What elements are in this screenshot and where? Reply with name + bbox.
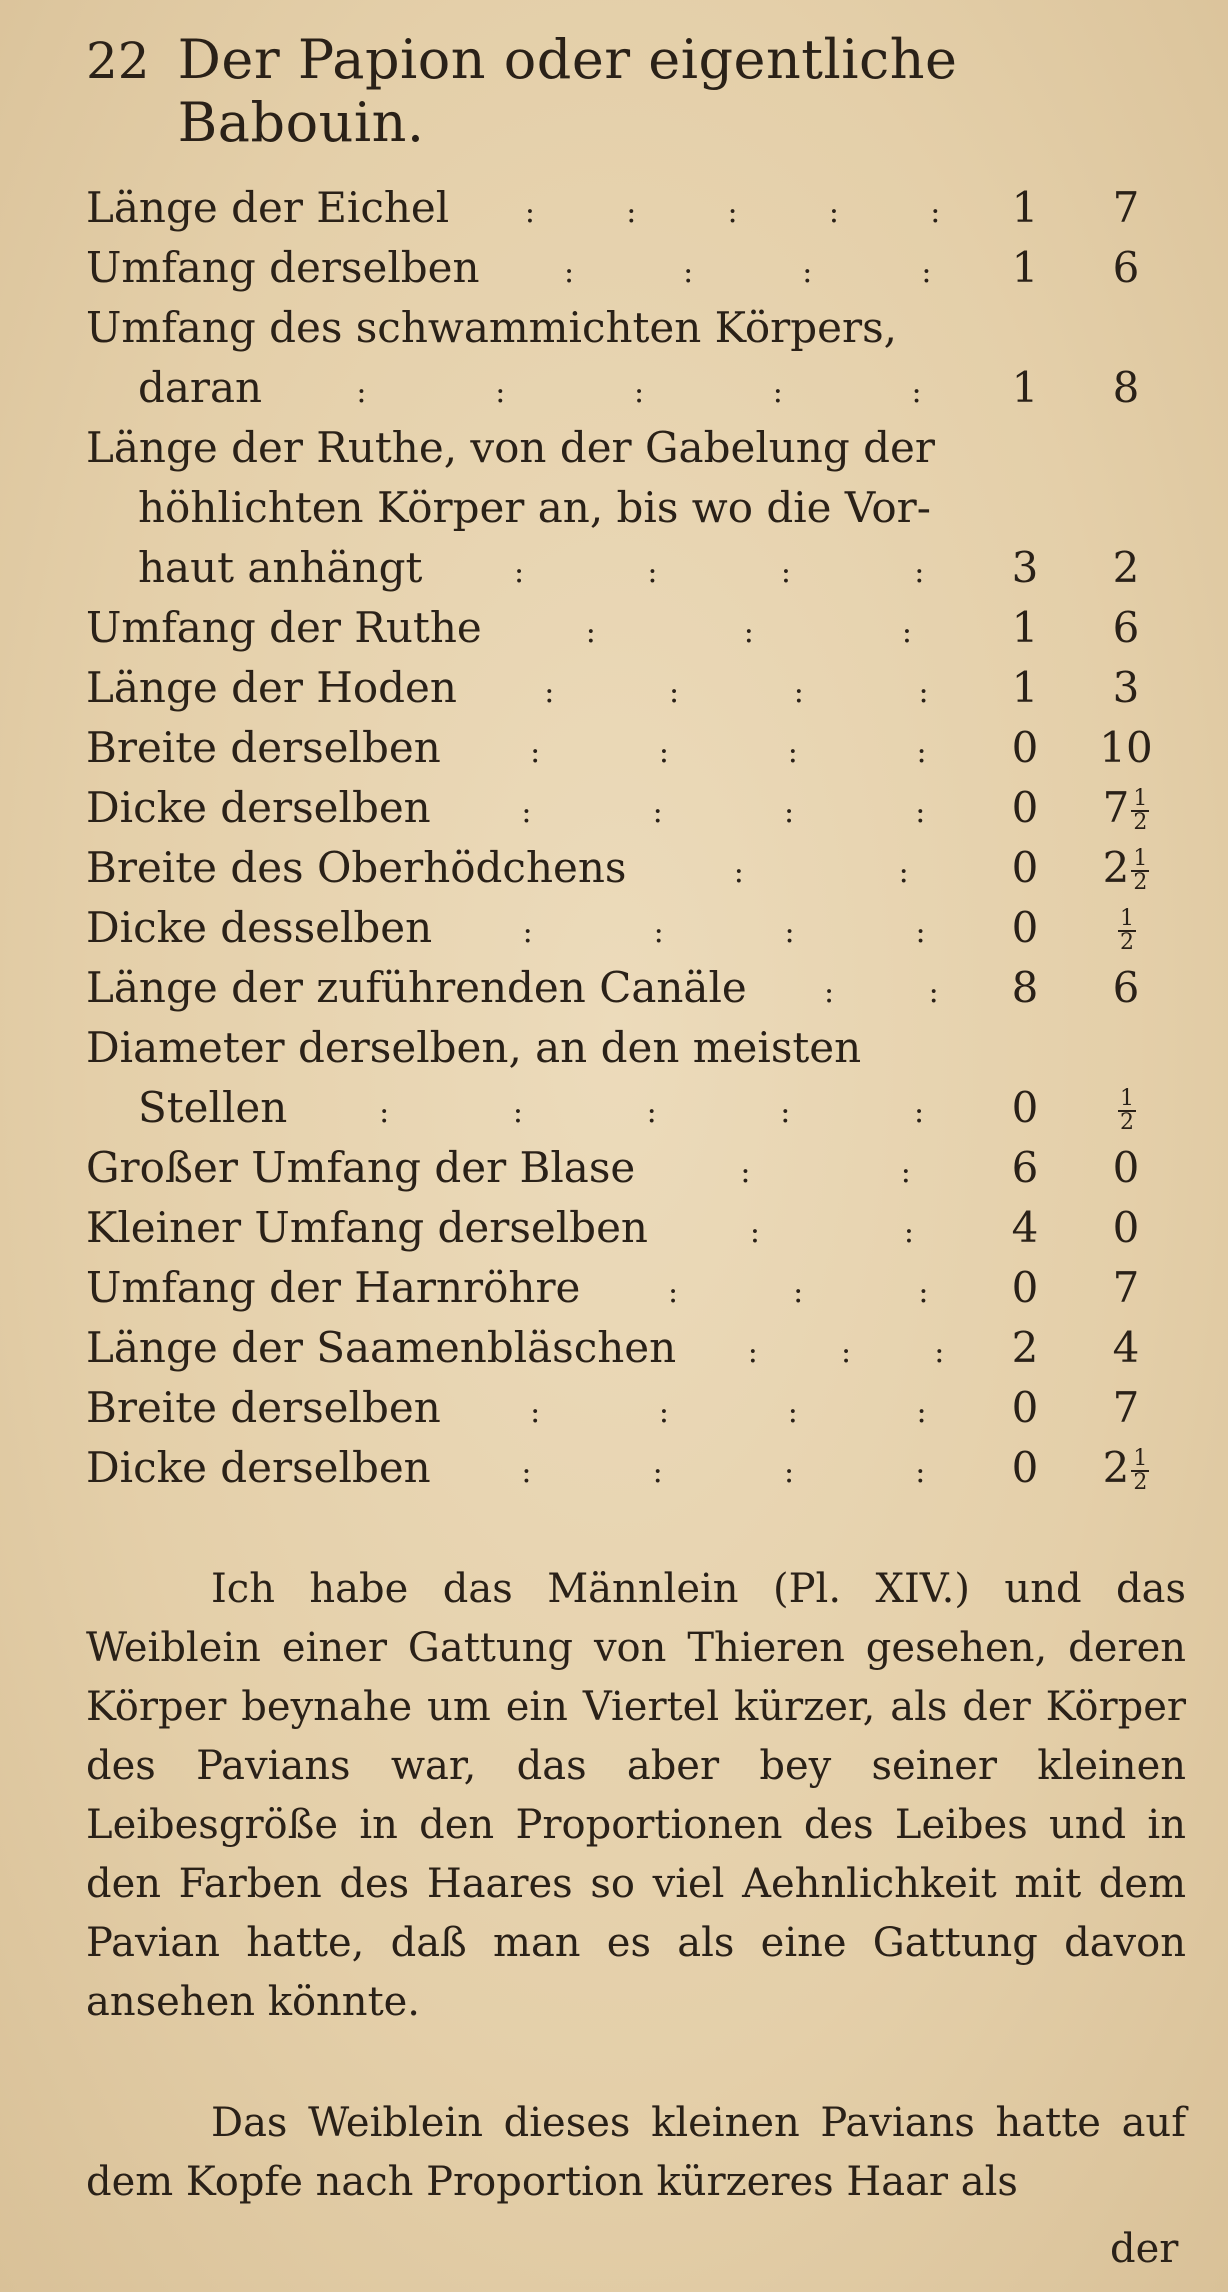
measurement-row (86, 1138, 1188, 1198)
value-col-1: 8 (1011, 963, 1039, 1012)
measurement-row (86, 658, 1188, 718)
ditto-mark: : (733, 855, 744, 890)
fraction-denominator: 2 (1120, 930, 1134, 955)
measurement-row (86, 1318, 1188, 1378)
fraction (1118, 1088, 1136, 1134)
value-col-1: 0 (1011, 1443, 1039, 1492)
ditto-mark: : (747, 1335, 758, 1370)
measurement-row (86, 418, 1188, 478)
measurement-label: Breite derselben (86, 723, 441, 772)
ditto-mark: : (802, 255, 813, 290)
fraction-numerator: 1 (1133, 786, 1148, 811)
value-col-1: 0 (1011, 903, 1039, 952)
fraction-denominator: 2 (1120, 1110, 1134, 1135)
ditto-marks (635, 1143, 986, 1203)
measurement-table (86, 178, 1188, 1498)
ditto-mark: : (793, 1275, 804, 1310)
ditto-mark: : (928, 975, 939, 1010)
paragraph-2 (86, 2094, 1186, 2212)
ditto-mark: : (652, 1455, 663, 1490)
running-title: Der Papion oder eigentliche Babouin. (177, 28, 958, 154)
measurement-label: Länge der Hoden (86, 663, 457, 712)
ditto-mark: : (653, 915, 664, 950)
value-col-2 (1064, 658, 1188, 718)
measurement-label: haut anhängt (138, 543, 423, 592)
value-whole: 2 (1102, 843, 1130, 892)
value-col-2 (1064, 778, 1188, 838)
measurement-label: Dicke derselben (86, 783, 431, 832)
measurement-row (86, 1378, 1188, 1438)
value-col-2 (1064, 838, 1188, 898)
ditto-mark: : (530, 735, 541, 770)
ditto-mark: : (915, 915, 926, 950)
ditto-mark: : (916, 1395, 927, 1430)
ditto-mark: : (930, 195, 941, 230)
ditto-mark: : (379, 1095, 390, 1130)
value-col-1: 3 (1011, 543, 1039, 592)
ditto-mark: : (564, 255, 575, 290)
value-col-2 (1064, 1378, 1188, 1438)
ditto-mark: : (658, 1395, 670, 1430)
value-col-1: 1 (1011, 183, 1039, 232)
ditto-mark: : (898, 855, 909, 890)
ditto-mark: : (524, 195, 535, 230)
measurement-row (86, 1258, 1188, 1318)
measurement-row (86, 1018, 1188, 1078)
ditto-mark: : (824, 975, 835, 1010)
measurement-label: Stellen (138, 1083, 288, 1132)
ditto-mark: : (787, 735, 798, 770)
value-col-1: 0 (1011, 1263, 1039, 1312)
paragraph-2-text: Das Weiblein dieses kleinen Pavians hatte auf dem Kopfe nach Proportion kürzeres Haar als (86, 2100, 1186, 2205)
measurement-label: Länge der Ruthe, von der Gabelung der (86, 423, 935, 472)
paragraph-1-text: Ich habe das Männlein (Pl. XIV.) und das Weiblein einer Gattung von Thieren gesehen, deren Körper beynahe um ein Viertel kürzer, als der Körper des Pavians war, das aber bey seiner kleinen Leibesgröße in den Proportionen des Leibes und in den Farben des Haares so viel Aehnlichkeit mit dem Pavian hatte, daß man es als eine Gattung davon ansehen könnte. (86, 1566, 1186, 2025)
measurement-label: Breite derselben (86, 1383, 441, 1432)
ditto-marks (422, 543, 986, 603)
ditto-mark: : (934, 1335, 945, 1370)
fraction-numerator: 1 (1120, 1086, 1134, 1111)
measurement-label: höhlichten Körper an, bis wo die Vor- (138, 483, 931, 532)
ditto-mark: : (652, 795, 663, 830)
value-col-1: 1 (1011, 663, 1039, 712)
ditto-mark: : (514, 555, 525, 590)
measurement-row (86, 1078, 1188, 1138)
ditto-mark: : (918, 1275, 929, 1310)
ditto-mark: : (903, 1215, 915, 1250)
measurement-label: Dicke desselben (86, 903, 433, 952)
value-col-2 (1064, 718, 1188, 778)
ditto-marks (482, 603, 986, 663)
value-col-2 (1064, 1198, 1188, 1258)
value-col-1: 0 (1011, 783, 1039, 832)
ditto-mark: : (667, 1275, 679, 1310)
ditto-mark: : (521, 1455, 532, 1490)
ditto-mark: : (828, 195, 840, 230)
ditto-mark: : (683, 255, 694, 290)
ditto-mark: : (585, 615, 596, 650)
ditto-mark: : (841, 1335, 852, 1370)
measurement-row (86, 538, 1188, 598)
ditto-mark: : (669, 675, 680, 710)
measurement-label: Diameter derselben, an den meisten (86, 1023, 862, 1072)
measurement-row (86, 898, 1188, 958)
ditto-mark: : (900, 1155, 911, 1190)
value-col-1: 0 (1011, 1383, 1039, 1432)
ditto-marks (676, 1323, 986, 1383)
measurement-label: Länge der Eichel (86, 183, 450, 232)
value-col-1: 6 (1011, 1143, 1039, 1192)
ditto-mark: : (915, 795, 926, 830)
value-whole: 6 (1112, 963, 1140, 1012)
measurement-row (86, 478, 1188, 538)
value-whole: 4 (1112, 1323, 1140, 1372)
measurement-label: Umfang des schwammichten Körpers, (86, 303, 897, 352)
measurement-label: Dicke derselben (86, 1443, 431, 1492)
ditto-mark: : (918, 675, 929, 710)
measurement-label: Umfang der Ruthe (86, 603, 482, 652)
value-whole: 6 (1112, 243, 1140, 292)
ditto-mark: : (495, 375, 506, 410)
value-whole: 3 (1112, 663, 1140, 712)
value-whole: 7 (1112, 1383, 1140, 1432)
ditto-marks (648, 1203, 986, 1263)
value-whole: 7 (1102, 783, 1130, 832)
value-whole: 7 (1112, 183, 1140, 232)
ditto-mark: : (780, 1095, 791, 1130)
fraction-denominator: 2 (1133, 1470, 1148, 1495)
measurement-row (86, 298, 1188, 358)
value-col-2 (1064, 1258, 1188, 1318)
ditto-marks (580, 1263, 986, 1323)
value-whole: 7 (1112, 1263, 1140, 1312)
ditto-mark: : (626, 195, 637, 230)
ditto-marks (431, 783, 986, 843)
value-whole: 2 (1102, 1443, 1130, 1492)
ditto-mark: : (522, 915, 533, 950)
fraction-denominator: 2 (1133, 810, 1148, 835)
measurement-label: Kleiner Umfang derselben (86, 1203, 648, 1252)
ditto-marks (432, 903, 986, 963)
ditto-mark: : (787, 1395, 798, 1430)
ditto-marks (441, 723, 986, 783)
measurement-label: Umfang der Harnröhre (86, 1263, 581, 1312)
ditto-mark: : (749, 1215, 761, 1250)
ditto-marks (747, 963, 986, 1023)
ditto-mark: : (921, 255, 932, 290)
page-number: 22 (86, 32, 150, 90)
ditto-mark: : (784, 915, 795, 950)
measurement-row (86, 238, 1188, 298)
measurement-row (86, 778, 1188, 838)
paragraph-1 (86, 1560, 1186, 2032)
ditto-marks (449, 183, 986, 243)
ditto-mark: : (772, 375, 783, 410)
fraction (1118, 908, 1136, 954)
fraction-numerator: 1 (1120, 906, 1134, 931)
value-whole: 8 (1112, 363, 1140, 412)
ditto-marks (287, 1083, 986, 1143)
measurement-label: Länge der Saamenbläschen (86, 1323, 677, 1372)
value-col-2 (1064, 1078, 1188, 1138)
value-col-1: 4 (1011, 1203, 1039, 1252)
value-whole: 2 (1112, 543, 1140, 592)
value-col-1: 1 (1011, 603, 1039, 652)
ditto-mark: : (512, 1095, 523, 1130)
measurement-label: Länge der zuführenden Canäle (86, 963, 747, 1012)
value-whole: 6 (1112, 603, 1140, 652)
value-whole: 0 (1112, 1143, 1140, 1192)
ditto-mark: : (743, 615, 754, 650)
ditto-mark: : (914, 555, 925, 590)
measurement-row (86, 1198, 1188, 1258)
value-col-1: 0 (1011, 1083, 1039, 1132)
value-col-2 (1064, 598, 1188, 658)
fraction (1131, 848, 1149, 894)
value-col-1: 1 (1011, 243, 1039, 292)
measurement-label: daran (138, 363, 263, 412)
fraction (1131, 1448, 1149, 1494)
value-col-2 (1064, 538, 1188, 598)
page-header (86, 28, 1188, 154)
ditto-mark: : (901, 615, 912, 650)
ditto-mark: : (530, 1395, 541, 1430)
value-whole: 10 (1099, 723, 1153, 772)
measurement-row (86, 598, 1188, 658)
ditto-mark: : (633, 375, 645, 410)
value-col-1: 0 (1011, 843, 1039, 892)
ditto-mark: : (521, 795, 532, 830)
measurement-label: Breite des Oberhödchens (86, 843, 627, 892)
ditto-marks (480, 243, 986, 303)
catchword: der (1110, 2226, 1179, 2272)
measurement-row (86, 838, 1188, 898)
measurement-row (86, 718, 1188, 778)
ditto-marks (262, 363, 986, 423)
ditto-mark: : (647, 555, 658, 590)
ditto-mark: : (646, 1095, 657, 1130)
value-col-1: 2 (1011, 1323, 1039, 1372)
fraction-numerator: 1 (1133, 846, 1148, 871)
ditto-mark: : (544, 675, 555, 710)
fraction (1131, 788, 1149, 834)
ditto-mark: : (793, 675, 804, 710)
measurement-row (86, 358, 1188, 418)
value-col-1: 0 (1011, 723, 1039, 772)
ditto-mark: : (916, 735, 927, 770)
value-col-2 (1064, 358, 1188, 418)
ditto-mark: : (914, 1095, 925, 1130)
ditto-marks (457, 663, 986, 723)
measurement-row (86, 958, 1188, 1018)
measurement-label: Großer Umfang der Blase (86, 1143, 636, 1192)
value-col-1: 1 (1011, 363, 1039, 412)
ditto-mark: : (780, 555, 791, 590)
ditto-marks (431, 1443, 986, 1503)
fraction-denominator: 2 (1133, 870, 1148, 895)
value-col-2 (1064, 1318, 1188, 1378)
value-col-2 (1064, 898, 1188, 958)
measurement-row (86, 178, 1188, 238)
ditto-mark: : (911, 375, 922, 410)
ditto-mark: : (658, 735, 670, 770)
ditto-mark: : (783, 795, 795, 830)
value-col-2 (1064, 958, 1188, 1018)
ditto-mark: : (915, 1455, 926, 1490)
value-whole: 0 (1112, 1203, 1140, 1252)
value-col-2 (1064, 178, 1188, 238)
measurement-row (86, 1438, 1188, 1498)
ditto-mark: : (740, 1155, 751, 1190)
ditto-mark: : (727, 195, 738, 230)
value-col-2 (1064, 1438, 1188, 1498)
ditto-marks (626, 843, 986, 903)
ditto-mark: : (783, 1455, 795, 1490)
ditto-marks (441, 1383, 986, 1443)
measurement-label: Umfang derselben (86, 243, 480, 292)
value-col-2 (1064, 238, 1188, 298)
value-col-2 (1064, 1138, 1188, 1198)
ditto-mark: : (356, 375, 367, 410)
fraction-numerator: 1 (1133, 1446, 1148, 1471)
